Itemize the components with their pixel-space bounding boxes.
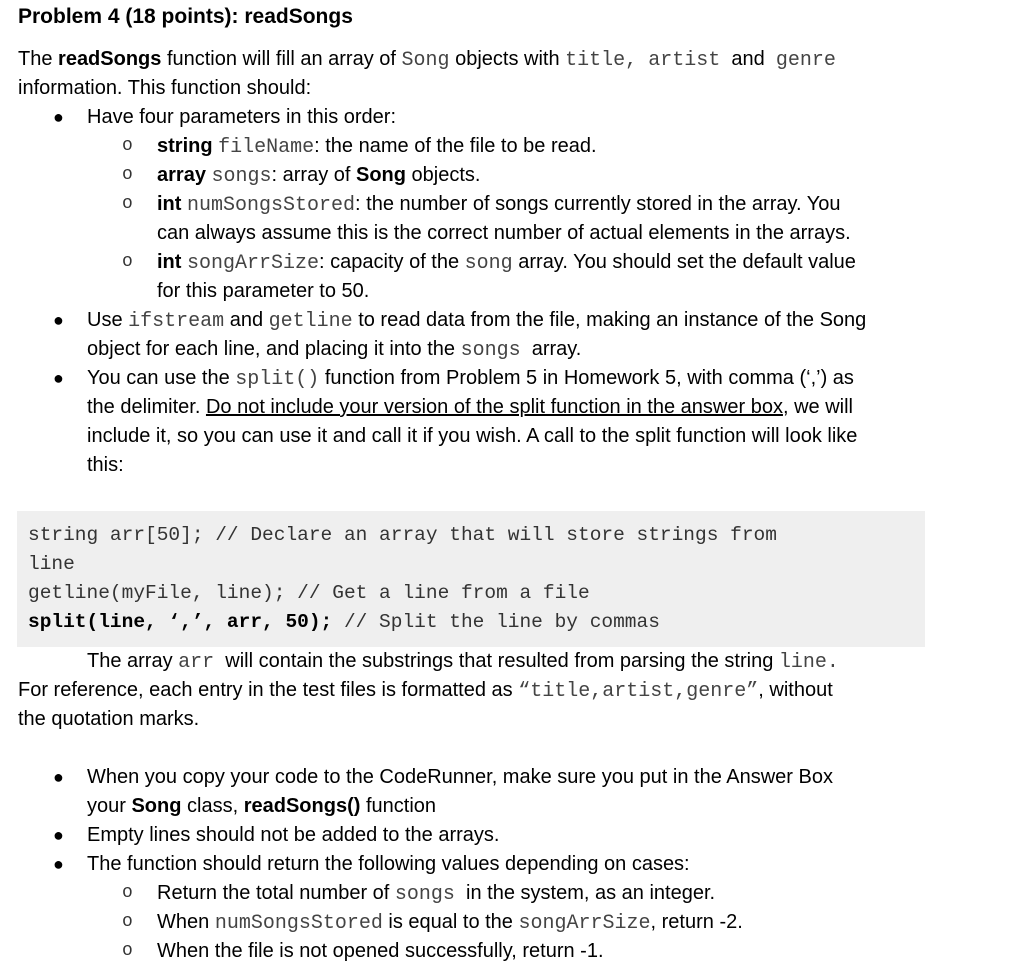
bullet-split-line4: this: — [87, 454, 124, 476]
param-name: songArrSize — [187, 252, 320, 275]
code-comment: // Split the line by commas — [332, 611, 660, 633]
bullet-marker: ● — [53, 107, 64, 127]
code-getline: getline — [268, 310, 353, 333]
sub-marker: o — [122, 912, 133, 932]
text: , we will — [782, 396, 853, 418]
param-songs — [157, 161, 480, 191]
text: , return -2. — [650, 911, 743, 933]
code-split-call: split(line, ‘,’, arr, 50); — [28, 611, 333, 633]
code-ifstream: ifstream — [128, 310, 225, 333]
intro-line2: information. This function should: — [18, 77, 312, 99]
sub-marker: o — [122, 883, 133, 903]
page-title: Problem 4 (18 points): readSongs — [18, 5, 353, 28]
intro-code: title, — [565, 49, 638, 72]
param-desc: : array of — [271, 164, 356, 186]
code-songarrsize: songArrSize — [518, 912, 651, 935]
param-filename — [157, 132, 597, 162]
param-desc: objects. — [406, 164, 481, 186]
code-format: “title,artist,genre” — [518, 680, 759, 703]
bullet-marker: ● — [53, 854, 64, 874]
bullet-marker: ● — [53, 825, 64, 845]
param-desc-code: song — [464, 252, 513, 275]
sub-marker: o — [122, 194, 133, 214]
param-type: array — [157, 164, 206, 186]
text: Return the total number of — [157, 882, 395, 904]
param-numsongsstored — [157, 190, 841, 220]
param-desc-bold: Song — [356, 164, 406, 186]
text: function from Problem 5 in Homework 5, with comma (‘,’) as — [319, 367, 854, 389]
text: Use — [87, 309, 129, 331]
text: object for each line, and placing it into the — [87, 338, 461, 360]
return-full — [157, 908, 743, 938]
code-line: line — [28, 553, 75, 575]
bullet-split-line3: include it, so you can use it and call it if you wish. A call to the split function will look like — [87, 425, 858, 447]
code-arr: arr — [178, 651, 215, 674]
bullet-params-heading: Have four parameters in this order: — [87, 106, 397, 128]
code-line: getline(myFile, line); // Get a line from a file — [28, 582, 590, 604]
intro-text: The — [18, 48, 59, 70]
param-name: numSongsStored — [187, 194, 356, 217]
intro-fn: readSongs — [58, 48, 162, 70]
text: array. — [526, 338, 582, 360]
bold-readsongs: readSongs() — [243, 795, 361, 817]
sub-marker: o — [122, 136, 133, 156]
bullet-ifstream-line2 — [87, 335, 581, 365]
code-line-var: line. — [778, 651, 839, 674]
after-line1 — [87, 647, 839, 677]
text: When — [157, 911, 215, 933]
intro-text: and — [725, 48, 771, 70]
bullet-marker: ● — [53, 310, 64, 330]
text: and — [224, 309, 269, 331]
bullet-coderunner-line2 — [87, 792, 436, 821]
text: is equal to the — [382, 911, 519, 933]
after-line3: the quotation marks. — [18, 708, 200, 730]
bullet-empty-lines: Empty lines should not be added to the arrays. — [87, 824, 500, 846]
bullet-marker: ● — [53, 767, 64, 787]
bullet-split-line2 — [87, 393, 853, 422]
intro-text: function will fill an array of — [161, 48, 402, 70]
code-songs: songs — [394, 883, 455, 906]
code-numsongsstored: numSongsStored — [214, 912, 383, 935]
param-songarrsize — [157, 248, 856, 278]
param-songarrsize-line2: for this parameter to 50. — [157, 280, 370, 302]
code-songs: songs — [460, 339, 521, 362]
code-split: split() — [235, 368, 320, 391]
param-desc: : the name of the file to be read. — [314, 135, 597, 157]
param-type: int — [157, 251, 182, 273]
param-desc: : capacity of the — [319, 251, 465, 273]
bullet-marker: ● — [53, 368, 64, 388]
return-file-error: When the file is not opened successfully, return -1. — [157, 940, 604, 962]
sub-marker: o — [122, 252, 133, 272]
param-name: songs — [211, 165, 272, 188]
text: the delimiter. — [87, 396, 206, 418]
param-numsongsstored-line2: can always assume this is the correct number of actual elements in the arrays. — [157, 222, 851, 244]
param-type: string — [157, 135, 213, 157]
param-desc: : the number of songs currently stored in the array. You — [355, 193, 841, 215]
text: , without — [758, 679, 833, 701]
return-total — [157, 879, 715, 909]
text: to read data from the file, making an instance of the Song — [352, 309, 867, 331]
text: your — [87, 795, 132, 817]
text: function — [360, 795, 437, 817]
underlined-note: Do not include your version of the split function in the answer box — [205, 396, 783, 418]
text: You can use the — [87, 367, 236, 389]
sub-marker: o — [122, 941, 133, 961]
sub-marker: o — [122, 165, 133, 185]
code-block — [17, 511, 925, 647]
text: will contain the substrings that resulted from parsing the string — [219, 650, 779, 672]
intro-paragraph — [18, 45, 978, 75]
bold-song: Song — [131, 795, 182, 817]
after-line2 — [18, 676, 833, 706]
intro-code: artist — [648, 49, 721, 72]
intro-text: objects with — [449, 48, 566, 70]
text: The array — [87, 650, 179, 672]
intro-code: Song — [401, 49, 450, 72]
intro-code: genre — [775, 49, 836, 72]
text: in the system, as an integer. — [460, 882, 716, 904]
text: For reference, each entry in the test files is formatted as — [18, 679, 519, 701]
param-desc: array. You should set the default value — [512, 251, 856, 273]
text: class, — [181, 795, 244, 817]
code-line — [28, 608, 660, 637]
bullet-coderunner: When you copy your code to the CodeRunner, make sure you put in the Answer Box — [87, 766, 833, 788]
param-name: fileName — [218, 136, 315, 159]
bullet-return-values: The function should return the following values depending on cases: — [87, 853, 690, 875]
param-type: int — [157, 193, 182, 215]
bullet-split — [87, 364, 854, 394]
bullet-ifstream — [87, 306, 866, 336]
code-line: string arr[50]; // Declare an array that will store strings from — [28, 524, 777, 546]
